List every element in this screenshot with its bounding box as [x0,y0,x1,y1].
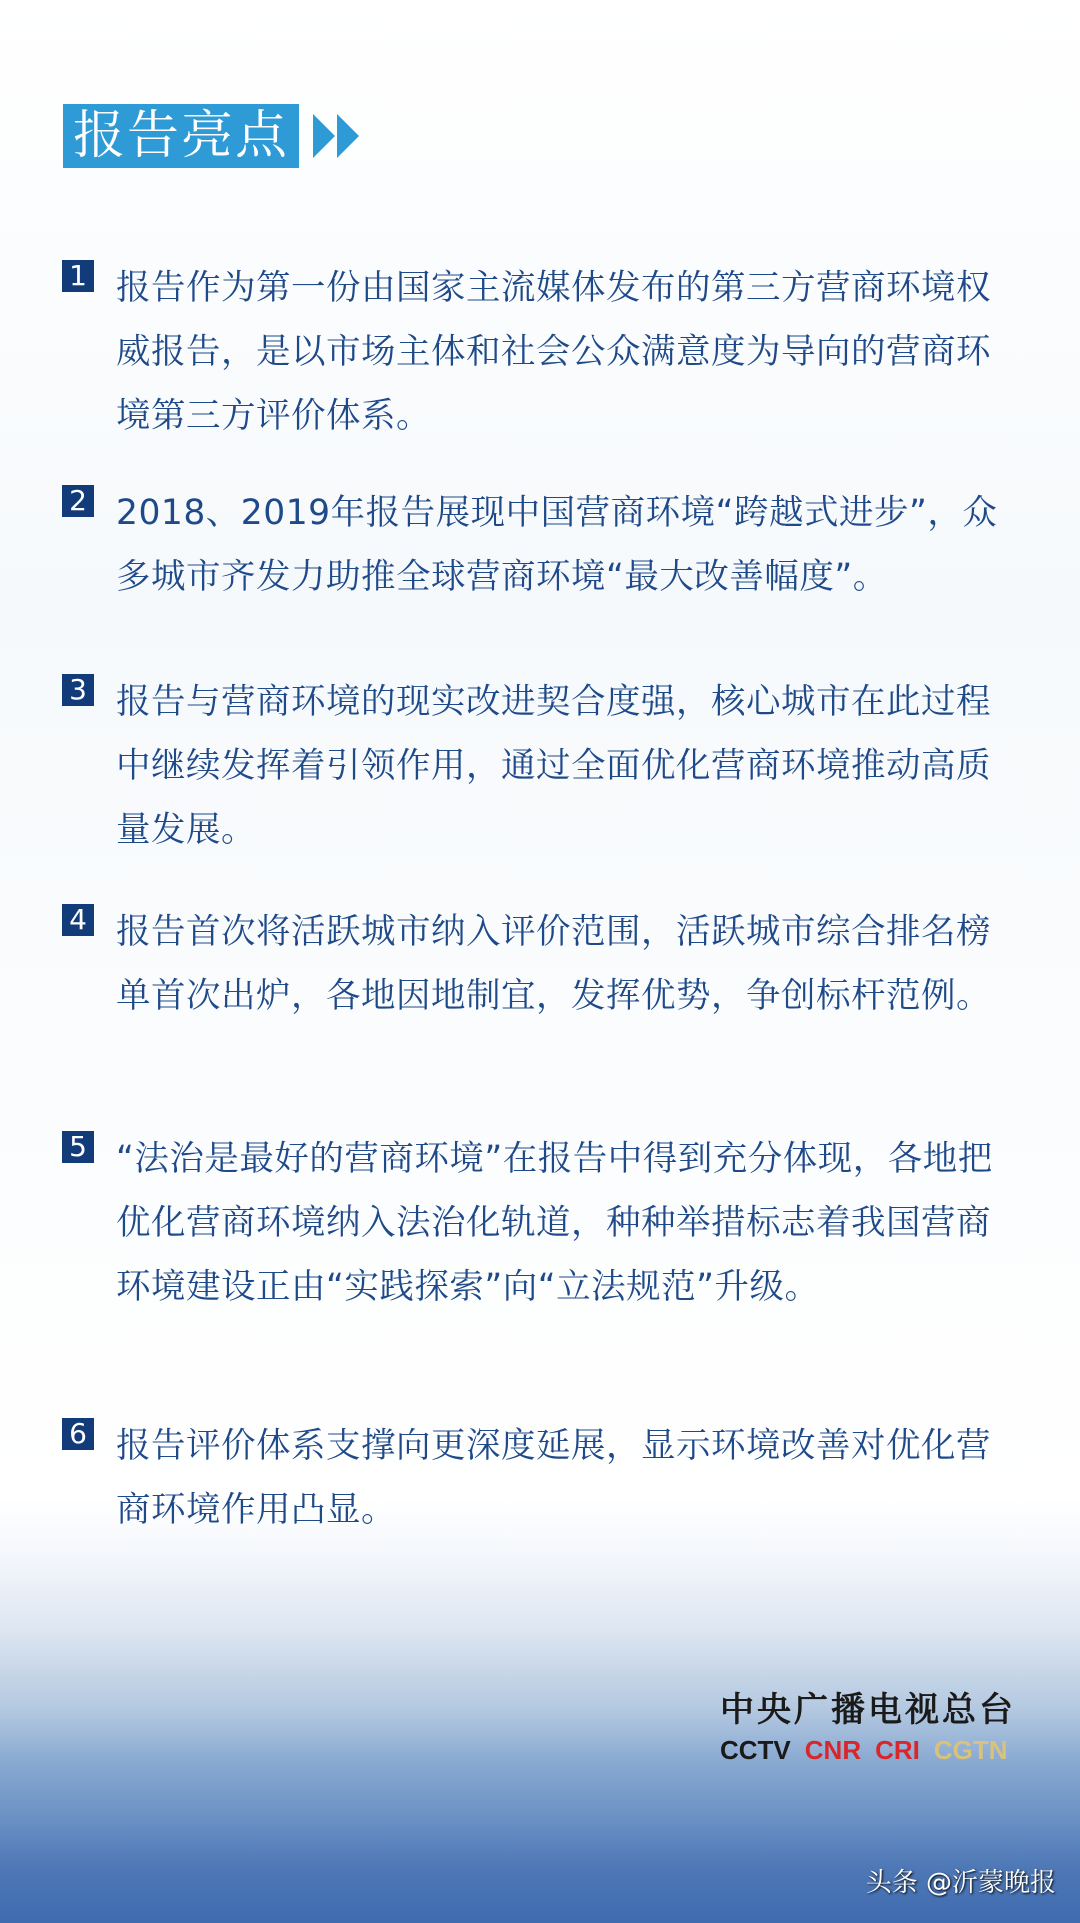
item-number-badge: 5 [62,1131,94,1163]
cgtn-logo: CGTN [933,1735,1008,1765]
highlight-item-1 [62,256,1022,448]
item-text: 报告评价体系支撑向更深度延展，显示环境改善对优化营商环境作用凸显。 [116,1426,991,1530]
section-header [63,104,361,168]
item-text: 报告作为第一份由国家主流媒体发布的第三方营商环境权威报告，是以市场主体和社会公众满意度为导向的营商环境第三方评价体系。 [116,268,991,436]
cri-logo: CRI [875,1735,920,1765]
source-watermark: 头条 @沂蒙晚报 [865,1868,1056,1898]
item-number-badge: 1 [62,260,94,292]
cctv-logo: CCTV [720,1735,791,1765]
cnr-logo: CNR [804,1735,862,1765]
item-number-badge: 2 [62,485,94,517]
highlight-item-3 [62,670,1022,862]
item-number-badge: 4 [62,904,94,936]
item-text: 报告首次将活跃城市纳入评价范围，活跃城市综合排名榜单首次出炉，各地因地制宜，发挥优势，争创标杆范例。 [116,912,991,1016]
item-text: 报告与营商环境的现实改进契合度强，核心城市在此过程中继续发挥着引领作用，通过全面优化营商环境推动高质量发展。 [116,682,991,850]
highlight-item-4 [62,900,1022,1028]
broadcaster-logo [720,1682,1016,1766]
item-text: “法治是最好的营商环境”在报告中得到充分体现，各地把优化营商环境纳入法治化轨道，种种举措标志着我国营商环境建设正由“实践探索”向“立法规范”升级。 [116,1139,993,1307]
section-title: 报告亮点 [63,104,299,168]
double-arrow-icon [313,114,361,158]
item-number-badge: 6 [62,1418,94,1450]
brand-logos [720,1735,1016,1766]
highlight-item-2 [62,481,1022,609]
highlight-item-6 [62,1414,1022,1542]
org-name: 中央广播电视总台 [720,1690,1016,1730]
item-number-badge: 3 [62,674,94,706]
highlight-item-5 [62,1127,1022,1319]
item-text: 2018、2019年报告展现中国营商环境“跨越式进步”，众多城市齐发力助推全球营商环境“最大改善幅度”。 [116,493,998,597]
